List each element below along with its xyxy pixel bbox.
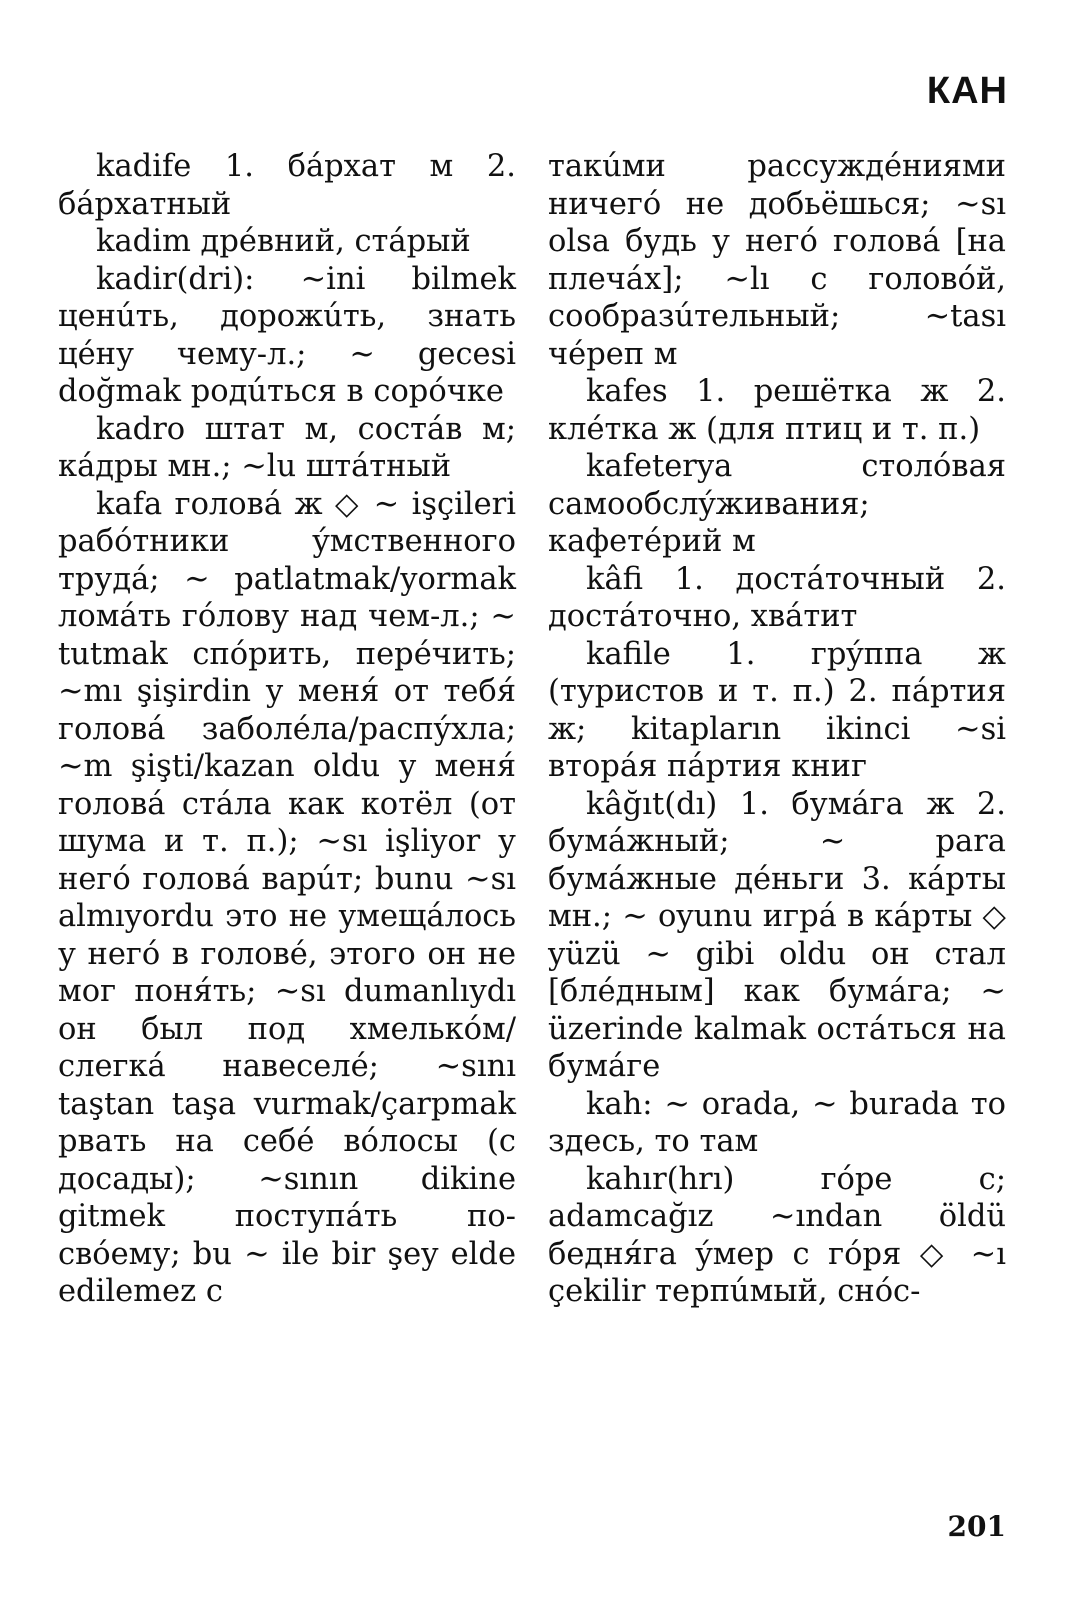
entry-kadim: kadim дрéвний, стáрый: [96, 224, 471, 259]
entry-kadir: kadir(dri): ~ini bilmek ценúть, дорожúть, знать цéну чему-л.; ~ gecesi doğmak родúться в сорóчке: [58, 261, 516, 409]
entry-kafeterya: kafeterya столóвая самообслýживания; кафетéрий м: [548, 449, 1006, 559]
entry-kadife: kadife 1. бáрхат м 2. бáрхатный: [58, 149, 516, 222]
entry-kafile: kafile 1. грýппа ж (туристов и т. п.) 2. пáртия ж; kitapların ikinci ~si вторáя пáртия книг: [548, 636, 1006, 784]
entry-kah: kah: ~ orada, ~ burada то здесь, то там: [548, 1086, 1006, 1159]
running-head: КАН: [926, 70, 1008, 112]
page-number: 201: [947, 1510, 1006, 1543]
left-column: [58, 148, 516, 1311]
entry-kafa: kafa головá ж ◇ ~ işçileri рабóтники ýмственного трудá; ~ patlatmak/yormak ломáть гóлову над чем-л.; ~ tutmak спóрить, перéчить; ~mı şişirdin у меня́ от тебя́ головá заболéла/распýхла; ~m şişti/kazan oldu у меня́ головá стáла как котёл (от шума и т. п.); ~sı işliyor у негó головá варúт; bunu ~sı almıyordu это не умещáлось у негó в головé, этого он не мог поня́ть; ~sı dumanlıydı он был под хмелькóм/слегкá навеселé; ~sını taştan taşa vurmak/çarpmak рвать на себé вóлосы (с досады); ~sının dikine gitmek поступáть по-свóему; bu ~ ile bir şey elde edilemez с: [58, 486, 516, 1309]
entry-kagit: kâğıt(dı) 1. бумáга ж 2. бумáжный; ~ para бумáжные дéньги 3. кáрты мн.; ~ oyunu игрá в кáрты ◇ yüzü ~ gibi oldu он стал [блéдным] как бумáга; ~ üzerinde kalmak остáться на бумáге: [548, 786, 1006, 1084]
entry-kafa-continued: такúми рассуждéниями ничегó не добьёшься; ~sı olsa будь у негó головá [на плечáх]; ~lı с головóй, сообразúтельный; ~tası чéреп м: [548, 149, 1006, 372]
entry-kahir: kahır(hrı) гóре с; adamcağız ~ından öldü бедня́га ýмер с гóря ◇ ~ı çekilir терпúмый, снóс-: [548, 1161, 1006, 1309]
entry-kafes: kafes 1. решётка ж 2. клéтка ж (для птиц и т. п.): [548, 374, 1006, 447]
entry-kadro: kadro штат м, состáв м; кáдры мн.; ~lu штáтный: [58, 411, 516, 484]
entry-kafi: kâfi 1. достáточный 2. достáточно, хвáтит: [548, 561, 1006, 634]
right-column: [548, 148, 1006, 1311]
